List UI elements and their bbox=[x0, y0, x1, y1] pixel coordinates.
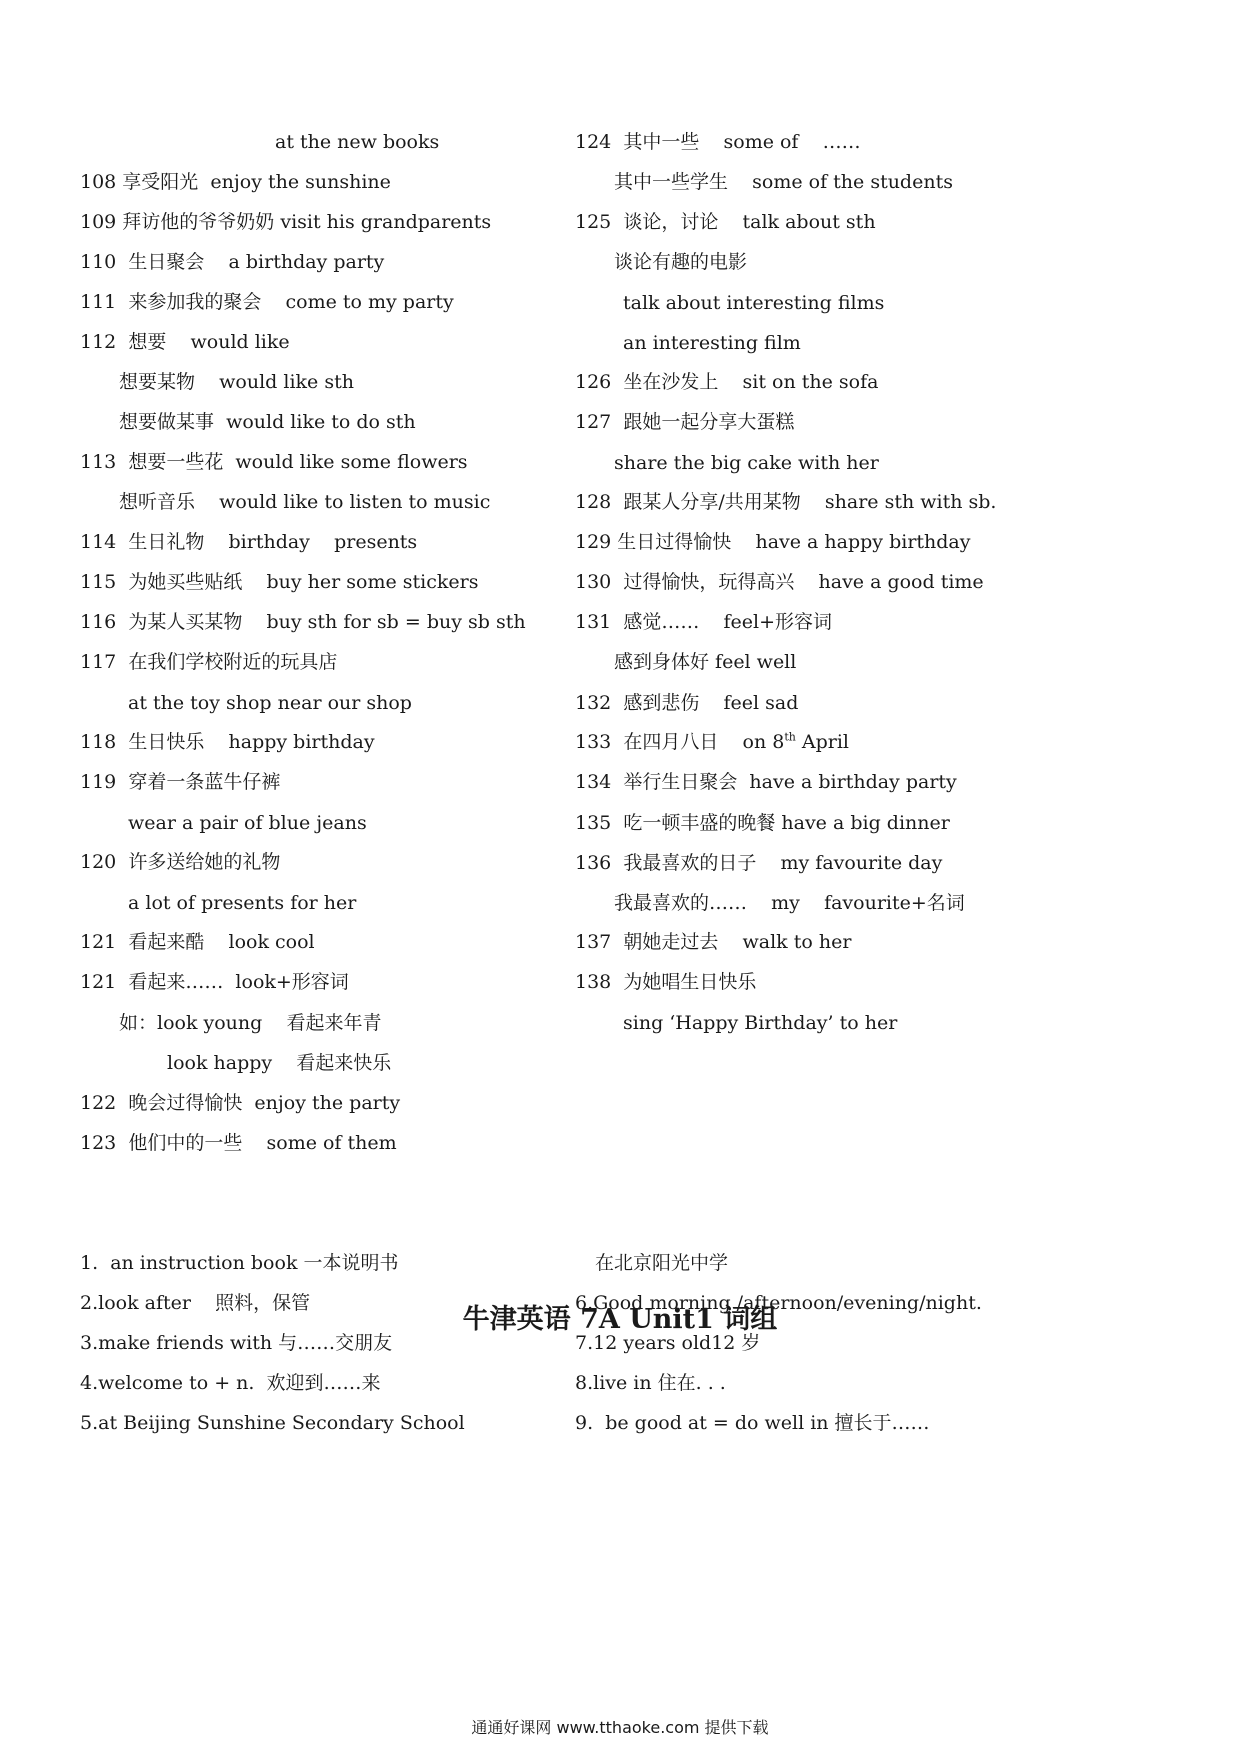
unit1-left-line: 1. an instruction book 一本说明书 bbox=[80, 1252, 399, 1274]
left-line: 123 他们中的一些 some of them bbox=[80, 1132, 397, 1154]
left-line: 如：look young 看起来年青 bbox=[119, 1012, 382, 1034]
right-line: 其中一些学生 some of the students bbox=[614, 171, 953, 193]
left-line: 想听音乐 would like to listen to music bbox=[119, 491, 491, 513]
left-line: 115 为她买些贴纸 buy her some stickers bbox=[80, 571, 479, 593]
right-line: 130 过得愉快，玩得高兴 have a good time bbox=[575, 571, 984, 593]
unit1-right-line: 7.12 years old12 岁 bbox=[575, 1332, 761, 1354]
right-line: sing ‘Happy Birthday’ to her bbox=[623, 1012, 898, 1034]
right-line: 125 谈论，讨论 talk about sth bbox=[575, 211, 876, 233]
left-line: 108 享受阳光 enjoy the sunshine bbox=[80, 171, 391, 193]
left-line: 114 生日礼物 birthday presents bbox=[80, 531, 418, 553]
left-line: 想要某物 would like sth bbox=[119, 371, 354, 393]
right-line: 感到身体好 feel well bbox=[614, 651, 797, 673]
right-line: 131 感觉…… feel+形容词 bbox=[575, 611, 833, 633]
right-line: 132 感到悲伤 feel sad bbox=[575, 692, 799, 714]
left-line: 116 为某人买某物 buy sth for sb = buy sb sth bbox=[80, 611, 526, 633]
left-line: a lot of presents for her bbox=[128, 892, 357, 914]
unit1-left-line: 5.at Beijing Sunshine Secondary School bbox=[80, 1412, 465, 1434]
left-line: wear a pair of blue jeans bbox=[128, 812, 367, 834]
right-line: 126 坐在沙发上 sit on the sofa bbox=[575, 371, 879, 393]
left-line: 110 生日聚会 a birthday party bbox=[80, 251, 385, 273]
left-line: at the toy shop near our shop bbox=[128, 692, 412, 714]
right-line: 134 举行生日聚会 have a birthday party bbox=[575, 771, 957, 793]
right-line: 133 在四月八日 on 8th April bbox=[575, 730, 849, 753]
right-line: an interesting film bbox=[623, 332, 801, 354]
right-line: 127 跟她一起分享大蛋糕 bbox=[575, 411, 795, 433]
left-line: 122 晚会过得愉快 enjoy the party bbox=[80, 1092, 401, 1114]
unit1-left-line: 3.make friends with 与……交朋友 bbox=[80, 1332, 393, 1354]
left-line: 117 在我们学校附近的玩具店 bbox=[80, 651, 338, 673]
unit1-right-line: 8.live in 住在. . . bbox=[575, 1372, 726, 1394]
right-line: 137 朝她走过去 walk to her bbox=[575, 931, 852, 953]
left-line: 想要做某事 would like to do sth bbox=[119, 411, 416, 433]
unit1-right-line: 9. be good at = do well in 擅长于…… bbox=[575, 1412, 930, 1434]
left-line: look happy 看起来快乐 bbox=[167, 1052, 392, 1074]
left-line: 112 想要 would like bbox=[80, 331, 290, 353]
right-line: 谈论有趣的电影 bbox=[614, 251, 748, 273]
right-line: 135 吃一顿丰盛的晚餐 have a big dinner bbox=[575, 812, 950, 834]
right-line: 138 为她唱生日快乐 bbox=[575, 971, 757, 993]
left-line: 120 许多送给她的礼物 bbox=[80, 851, 281, 873]
left-line: 118 生日快乐 happy birthday bbox=[80, 731, 375, 753]
unit1-left-line: 4.welcome to + n. 欢迎到……来 bbox=[80, 1372, 381, 1394]
ordinal-suffix: th bbox=[784, 730, 796, 744]
unit1-left-line: 2.look after 照料，保管 bbox=[80, 1292, 311, 1314]
left-line: 121 看起来…… look+形容词 bbox=[80, 971, 349, 993]
right-line: 我最喜欢的…… my favourite+名词 bbox=[614, 892, 965, 914]
right-line: 124 其中一些 some of …… bbox=[575, 131, 861, 153]
right-line: 128 跟某人分享/共用某物 share sth with sb. bbox=[575, 491, 997, 513]
left-line: at the new books bbox=[275, 131, 440, 153]
section-title: 牛津英语 7A Unit1 词组 bbox=[462, 1304, 778, 1335]
left-line: 111 来参加我的聚会 come to my party bbox=[80, 291, 454, 313]
unit1-right-line: 在北京阳光中学 bbox=[595, 1252, 729, 1274]
left-line: 113 想要一些花 would like some flowers bbox=[80, 451, 468, 473]
unit1-right-line: 6.Good morning /afternoon/evening/night. bbox=[575, 1292, 982, 1314]
right-line: share the big cake with her bbox=[614, 452, 879, 474]
left-line: 121 看起来酷 look cool bbox=[80, 931, 315, 953]
left-line: 119 穿着一条蓝牛仔裤 bbox=[80, 771, 281, 793]
right-line: 129 生日过得愉快 have a happy birthday bbox=[575, 531, 971, 553]
footer-credit: 通通好课网 www.tthaoke.com 提供下载 bbox=[471, 1718, 769, 1737]
right-line: talk about interesting films bbox=[623, 292, 885, 314]
right-line: 136 我最喜欢的日子 my favourite day bbox=[575, 852, 943, 874]
left-line: 109 拜访他的爷爷奶奶 visit his grandparents bbox=[80, 211, 492, 233]
